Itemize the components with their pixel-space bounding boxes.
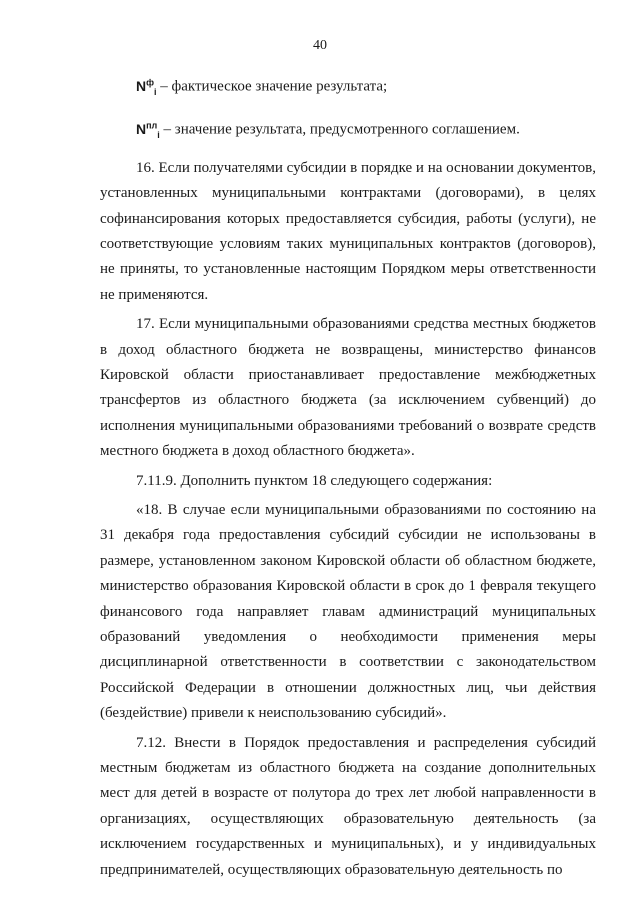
document-body (100, 70, 596, 887)
paragraph-7-11-9: 7.11.9. Дополнить пунктом 18 следующего содержания: (136, 472, 493, 489)
paragraph-7-12: 7.12. Внести в Порядок предоставления и распределения субсидий местным бюджетам из областного бюджета на создание дополнительных мест для детей в возрасте от полутора до трех лет любой направленности в организациях, осуществляющих образовательную деятельность (за исключением государственных и муниципальных), и у индивидуальных предпринимателей, осуществляющих образовательную деятельность по (100, 734, 596, 878)
formula-symbol: $N^{пл}_i$ (136, 119, 160, 140)
paragraph-17: 17. Если муниципальными образованиями средства местных бюджетов в доход областного бюджета не возвращены, министерство финансов Кировской области приостанавливает предоставление межбюджетных трансфертов из областного бюджета (за исключением субвенций) до исполнения муниципальными образованиями требований о возврате средств местного бюджета в доход областного бюджета». (100, 316, 596, 460)
paragraph-16: 16. Если получателями субсидии в порядке и на основании документов, установленных муниципальными контрактами (договорами), в целях софинансирования которых предоставляется субсидия, работы (услуги), не соответствующие условиям таких муниципальных контрактов (договоров), не приняты, то установленные настоящим Порядком меры ответственности не применяются. (100, 159, 596, 303)
page-number: 40 (313, 38, 327, 53)
formula-description: – фактическое значение результата; (156, 78, 388, 95)
formula-planned-value (100, 113, 596, 148)
formula-actual-value (100, 70, 596, 105)
formula-description: – значение результата, предусмотренного соглашением. (159, 121, 520, 138)
formula-symbol: $N^ф_i$ (136, 77, 157, 97)
paragraph-18-quote: «18. В случае если муниципальными образованиями по состоянию на 31 декабря года предоставления субсидий субсидии не использованы в размере, установленном законом Кировской области об областном бюджете, министерство образования Кировской области в срок до 1 февраля текущего финансового года направляет главам администраций муниципальных образований уведомления о необходимости применения меры дисциплинарной ответственности в соответствии с законодательством Российской Федерации в отношении должностных лиц, чьи действия (бездействие) привели к неиспользованию субсидий». (100, 502, 596, 722)
